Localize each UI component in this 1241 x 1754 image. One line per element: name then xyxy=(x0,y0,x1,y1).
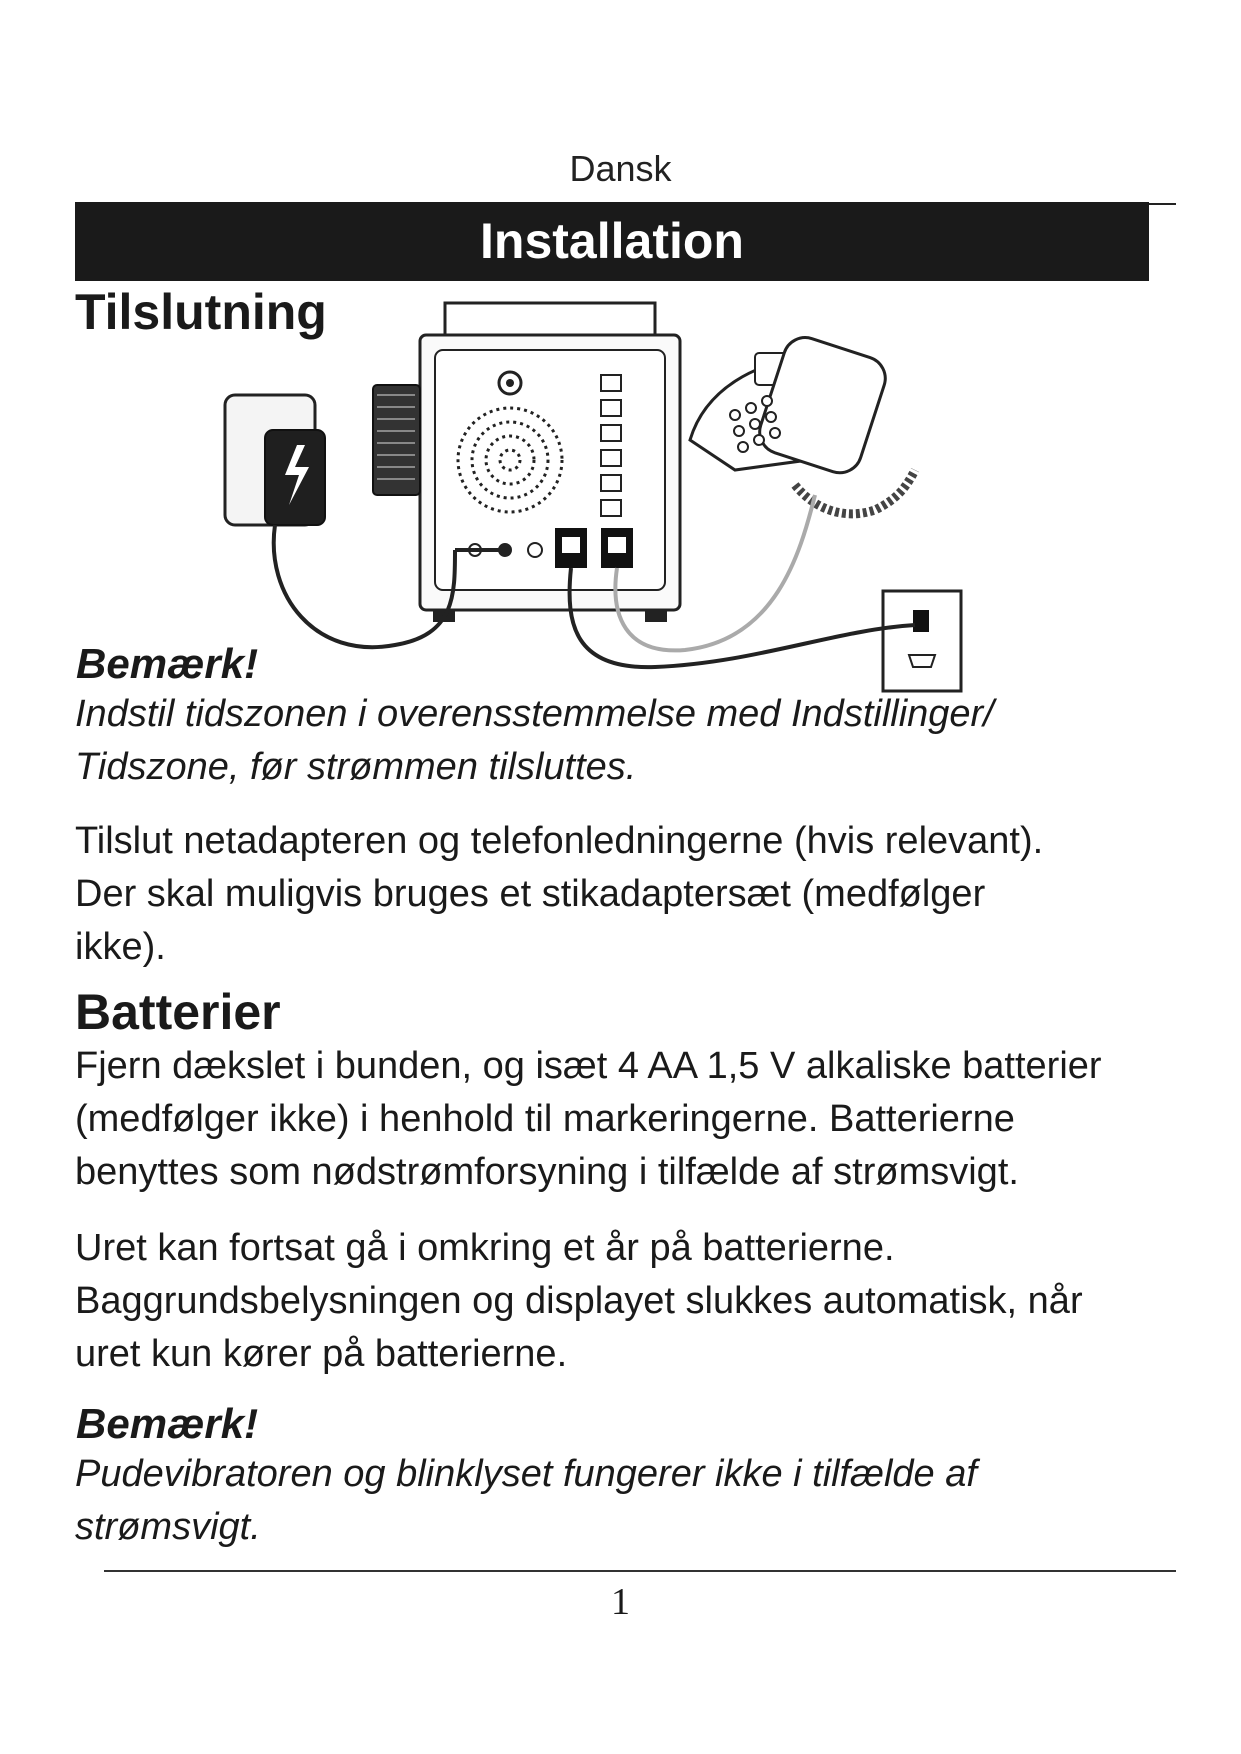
connection-heading: Tilslutning xyxy=(75,284,327,340)
language-label: Dansk xyxy=(569,148,672,189)
batteries-body-text: Uret kan fortsat gå i omkring et år på batterierne. Baggrundsbelysningen og displayet slukkes automatisk, når uret kun kører på batterierne. xyxy=(75,1227,1083,1375)
section-banner: Installation xyxy=(75,202,1149,281)
clock-device-illustration xyxy=(373,303,680,622)
note-text: Indstil tidszonen i overensstemmelse med Indstillinger/ Tidszone, før strømmen tilsluttes. xyxy=(75,693,994,788)
footer-rule xyxy=(104,1570,1176,1572)
wall-socket-illustration xyxy=(883,591,961,691)
batteries-note-text: Pudevibratoren og blinklyset fungerer ikke i tilfælde af strømsvigt. xyxy=(75,1453,977,1548)
batteries-line-3: benyttes som nødstrømforsyning i tilfælde af strømsvigt. xyxy=(75,1151,1019,1193)
batteries-heading: Batterier xyxy=(75,984,281,1040)
note-title: Bemærk! xyxy=(76,640,259,687)
connection-diagram xyxy=(215,295,995,705)
connection-body-text: Tilslut netadapteren og telefonledningerne (hvis relevant). Der skal muligvis bruges et stikadaptersæt (medfølger ikke). xyxy=(75,820,1044,968)
header-rule xyxy=(1148,203,1176,205)
batteries-line-1: Fjern dækslet i bunden, og isæt 4 AA 1,5 V alkaliske batterier xyxy=(75,1045,1102,1087)
batteries-note-title: Bemærk! xyxy=(76,1400,259,1447)
page-number: 1 xyxy=(611,1581,630,1623)
power-adapter-illustration xyxy=(225,395,325,525)
telephone-illustration xyxy=(690,332,915,514)
batteries-line-2: (medfølger ikke) i henhold til markeringerne. Batterierne xyxy=(75,1098,1015,1140)
